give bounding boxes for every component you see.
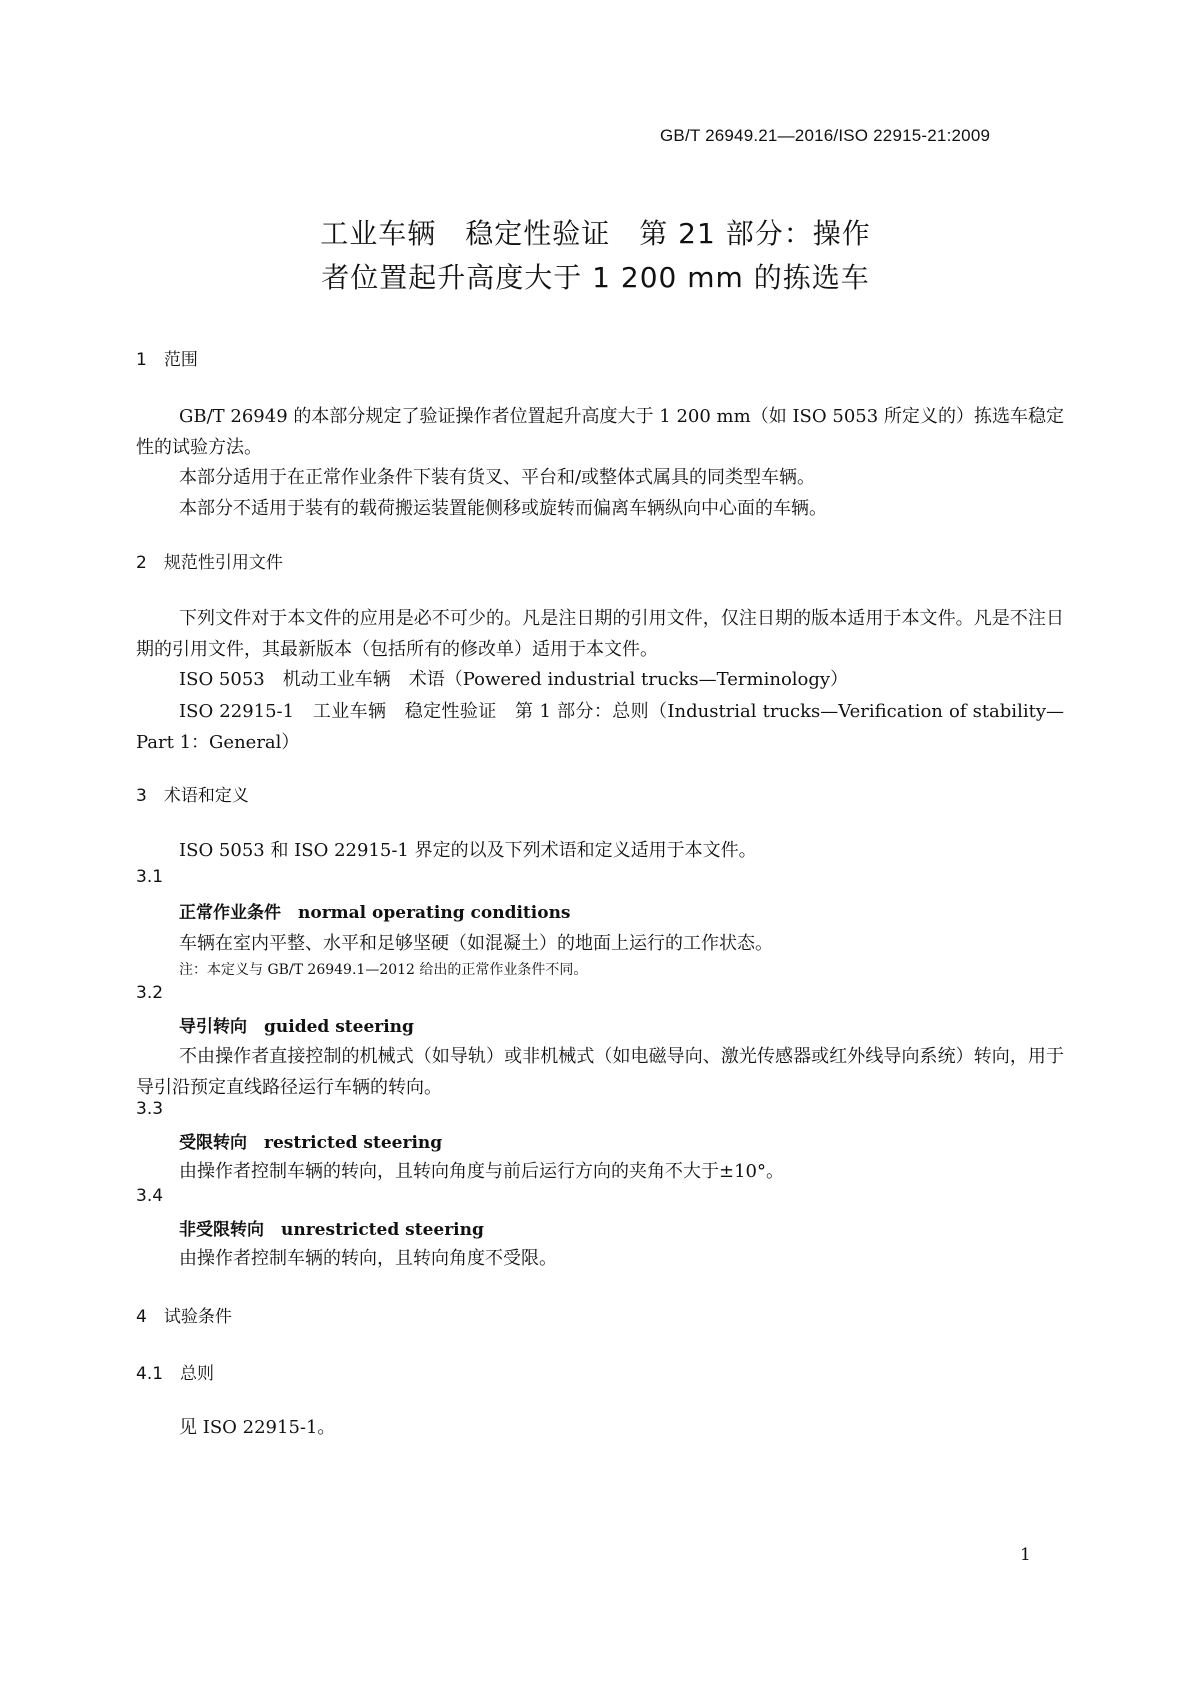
term-heading [179,898,571,923]
term-note: 注：本定义与 GB/T 26949.1—2012 给出的正常作业条件不同。 [179,962,588,978]
section-2-reference-1: ISO 5053 机动工业车辆 术语（Powered industrial trucks—Terminology） [179,669,849,690]
section-3-heading: 3 术语和定义 [136,786,249,806]
term-definition: 由操作者控制车辆的转向，且转向角度不受限。 [179,1248,557,1269]
section-1-paragraph-3: 本部分不适用于装有的载荷搬运装置能侧移或旋转而偏离车辆纵向中心面的车辆。 [179,498,827,519]
term-chinese: 正常作业条件 [179,903,281,923]
term-heading [179,1012,414,1037]
section-2-paragraph-1: 下列文件对于本文件的应用是必不可少的。凡是注日期的引用文件，仅注日期的版本适用于本文件。凡是不注日期的引用文件，其最新版本（包括所有的修改单）适用于本文件。 [136,608,1064,660]
term-definition: 车辆在室内平整、水平和足够坚硬（如混凝土）的地面上运行的工作状态。 [179,933,773,954]
term-number: 3.4 [136,1186,164,1206]
subsection-4-1-heading: 4.1 总则 [136,1364,215,1384]
term-heading [179,1128,442,1153]
section-1-paragraph-1: GB/T 26949 的本部分规定了验证操作者位置起升高度大于 1 200 mm（如 ISO 5053 所定义的）拣选车稳定性的试验方法。 [136,406,1064,458]
term-chinese: 受限转向 [179,1133,247,1153]
section-3-intro: ISO 5053 和 ISO 22915-1 界定的以及下列术语和定义适用于本文件。 [179,840,757,861]
document-title-line-1: 工业车辆 稳定性验证 第 21 部分：操作 [320,217,871,250]
page-number: 1 [1020,1545,1031,1565]
term-number: 3.3 [136,1099,164,1119]
section-1-heading: 1 范围 [136,350,198,370]
term-english: restricted steering [264,1133,443,1153]
term-definition: 由操作者控制车辆的转向，且转向角度与前后运行方向的夹角不大于±10°。 [179,1161,784,1182]
term-number: 3.1 [136,867,164,887]
term-definition: 不由操作者直接控制的机械式（如导轨）或非机械式（如电磁导向、激光传感器或红外线导向系统）转向，用于导引沿预定直线路径运行车辆的转向。 [136,1046,1064,1098]
term-chinese: 非受限转向 [179,1220,264,1240]
term-english: normal operating conditions [298,903,571,923]
section-2-heading: 2 规范性引用文件 [136,553,283,573]
section-1-paragraph-2: 本部分适用于在正常作业条件下装有货叉、平台和/或整体式属具的同类型车辆。 [179,467,816,488]
section-4-heading: 4 试验条件 [136,1307,232,1327]
subsection-4-1-paragraph: 见 ISO 22915-1。 [179,1417,336,1438]
term-number: 3.2 [136,983,164,1003]
term-heading [179,1215,484,1240]
term-english: unrestricted steering [281,1220,484,1240]
section-2-reference-2: ISO 22915-1 工业车辆 稳定性验证 第 1 部分：总则（Industrial trucks—Verification of stability—Part 1：General） [136,701,1064,753]
term-chinese: 导引转向 [179,1017,247,1037]
document-title-line-2: 者位置起升高度大于 1 200 mm 的拣选车 [321,261,870,294]
term-english: guided steering [264,1017,414,1037]
standard-code-header: GB/T 26949.21—2016/ISO 22915-21:2009 [660,126,991,145]
